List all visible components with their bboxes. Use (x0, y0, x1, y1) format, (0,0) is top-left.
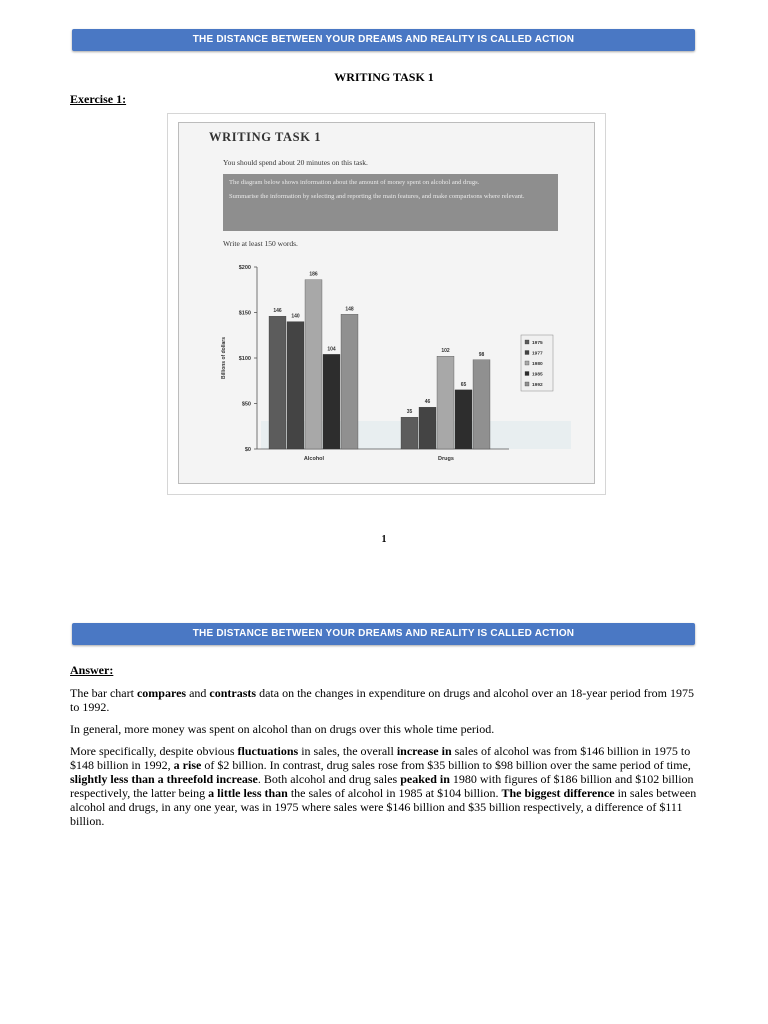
y-tick-label: $150 (238, 310, 251, 317)
bar-drugs-1977 (419, 407, 436, 449)
legend-swatch (525, 382, 529, 386)
data-label: 148 (345, 306, 354, 313)
bar-drugs-1985 (455, 390, 472, 449)
page-number: 1 (381, 534, 387, 545)
bold-phrase: peaked in (400, 772, 450, 786)
bold-phrase: slightly less than a threefold increase (70, 772, 258, 786)
legend-swatch (525, 351, 529, 355)
answer-paragraph-3 (70, 744, 698, 828)
bar-drugs-1992 (473, 360, 490, 449)
text-run: . Both alcohol and drug sales (257, 772, 401, 786)
bar-alcohol-1975 (269, 316, 286, 449)
top-banner: THE DISTANCE BETWEEN YOUR DREAMS AND REALITY IS CALLED ACTION (72, 29, 695, 51)
legend-label: 1980 (532, 362, 543, 367)
bold-phrase: a little less than (208, 786, 288, 800)
text-run: In general, more money was spent on alcohol than on drugs over this whole time period. (70, 722, 495, 736)
data-label: 104 (327, 346, 336, 353)
task-heading: WRITING TASK 1 (209, 130, 322, 144)
page-title: WRITING TASK 1 (334, 70, 434, 84)
text-run: and (186, 686, 210, 700)
task-word-count: Write at least 150 words. (223, 239, 298, 248)
data-label: 140 (291, 313, 300, 320)
bold-phrase: increase in (396, 744, 452, 758)
text-run: in sales, the overall (298, 744, 397, 758)
legend-label: 1977 (532, 351, 543, 357)
legend-swatch (525, 372, 529, 376)
text-run: in sales between alcohol and drugs, in any one year, was in 1975 where sales were $146 billion and $35 billion respectively, a difference of $111 billion. (70, 786, 697, 828)
text-run: More specifically, despite obvious (70, 744, 238, 758)
bar-alcohol-1977 (287, 322, 304, 449)
legend-label: 1992 (532, 383, 543, 388)
legend-label: 1975 (532, 341, 543, 346)
task-instruction: You should spend about 20 minutes on this task. (223, 158, 368, 167)
answer-label: Answer: (70, 663, 114, 677)
task-sheet (178, 122, 595, 484)
bar-alcohol-1980 (305, 280, 322, 449)
text-run: sales of alcohol was from $146 billion in 1975 to $148 billion in 1992, (70, 744, 691, 772)
legend-swatch (525, 361, 529, 365)
legend-swatch (525, 340, 529, 344)
bar-alcohol-1992 (341, 314, 358, 449)
bold-phrase: compares (136, 686, 187, 700)
task-prompt-line1: The diagram below shows information about the amount of money spent on alcohol and drugs. (229, 179, 480, 186)
text-run: of $2 billion. In contrast, drug sales rose from $35 billion to $98 billion over the same period of time, (201, 758, 691, 772)
x-tick-label: Alcohol (303, 456, 325, 462)
bar-drugs-1980 (437, 356, 454, 449)
data-label: 102 (441, 348, 450, 355)
y-tick-label: $0 (244, 447, 251, 453)
data-label: 46 (424, 399, 431, 406)
legend-label: 1985 (532, 372, 543, 378)
task-prompt-line2: Summarise the information by selecting and reporting the main features, and make comparisons where relevant. (229, 193, 525, 200)
exercise-label: Exercise 1: (70, 92, 127, 106)
task-image (167, 113, 606, 495)
bold-phrase: fluctuations (237, 744, 299, 758)
data-label: 98 (478, 351, 485, 358)
text-run: The bar chart (70, 686, 137, 700)
bar-alcohol-1985 (323, 354, 340, 449)
bold-phrase: contrasts (209, 686, 257, 700)
data-label: 65 (460, 381, 467, 388)
data-label: 186 (309, 271, 318, 278)
bar-drugs-1975 (401, 417, 418, 449)
y-axis-label: Billions of dollars (221, 337, 227, 379)
y-tick-label: $50 (241, 401, 251, 408)
text-run: 1980 with figures of $186 billion and $102 billion respectively, the latter being (70, 772, 694, 800)
bold-phrase: a rise (173, 758, 202, 772)
bold-phrase: The biggest difference (501, 786, 615, 800)
data-label: 35 (406, 409, 413, 416)
text-run: the sales of alcohol in 1985 at $104 billion. (287, 786, 502, 800)
x-tick-label: Drugs (438, 456, 454, 462)
y-tick-label: $100 (238, 356, 251, 362)
answer-paragraph-2 (70, 722, 698, 736)
y-tick-label: $200 (238, 265, 251, 271)
second-banner: THE DISTANCE BETWEEN YOUR DREAMS AND REALITY IS CALLED ACTION (72, 623, 695, 645)
text-run: data on the changes in expenditure on drugs and alcohol over an 18-year period from 1975 to 1992. (70, 686, 694, 714)
bar-chart (179, 123, 596, 485)
data-label: 146 (273, 308, 282, 315)
answer-paragraph-1 (70, 686, 698, 714)
